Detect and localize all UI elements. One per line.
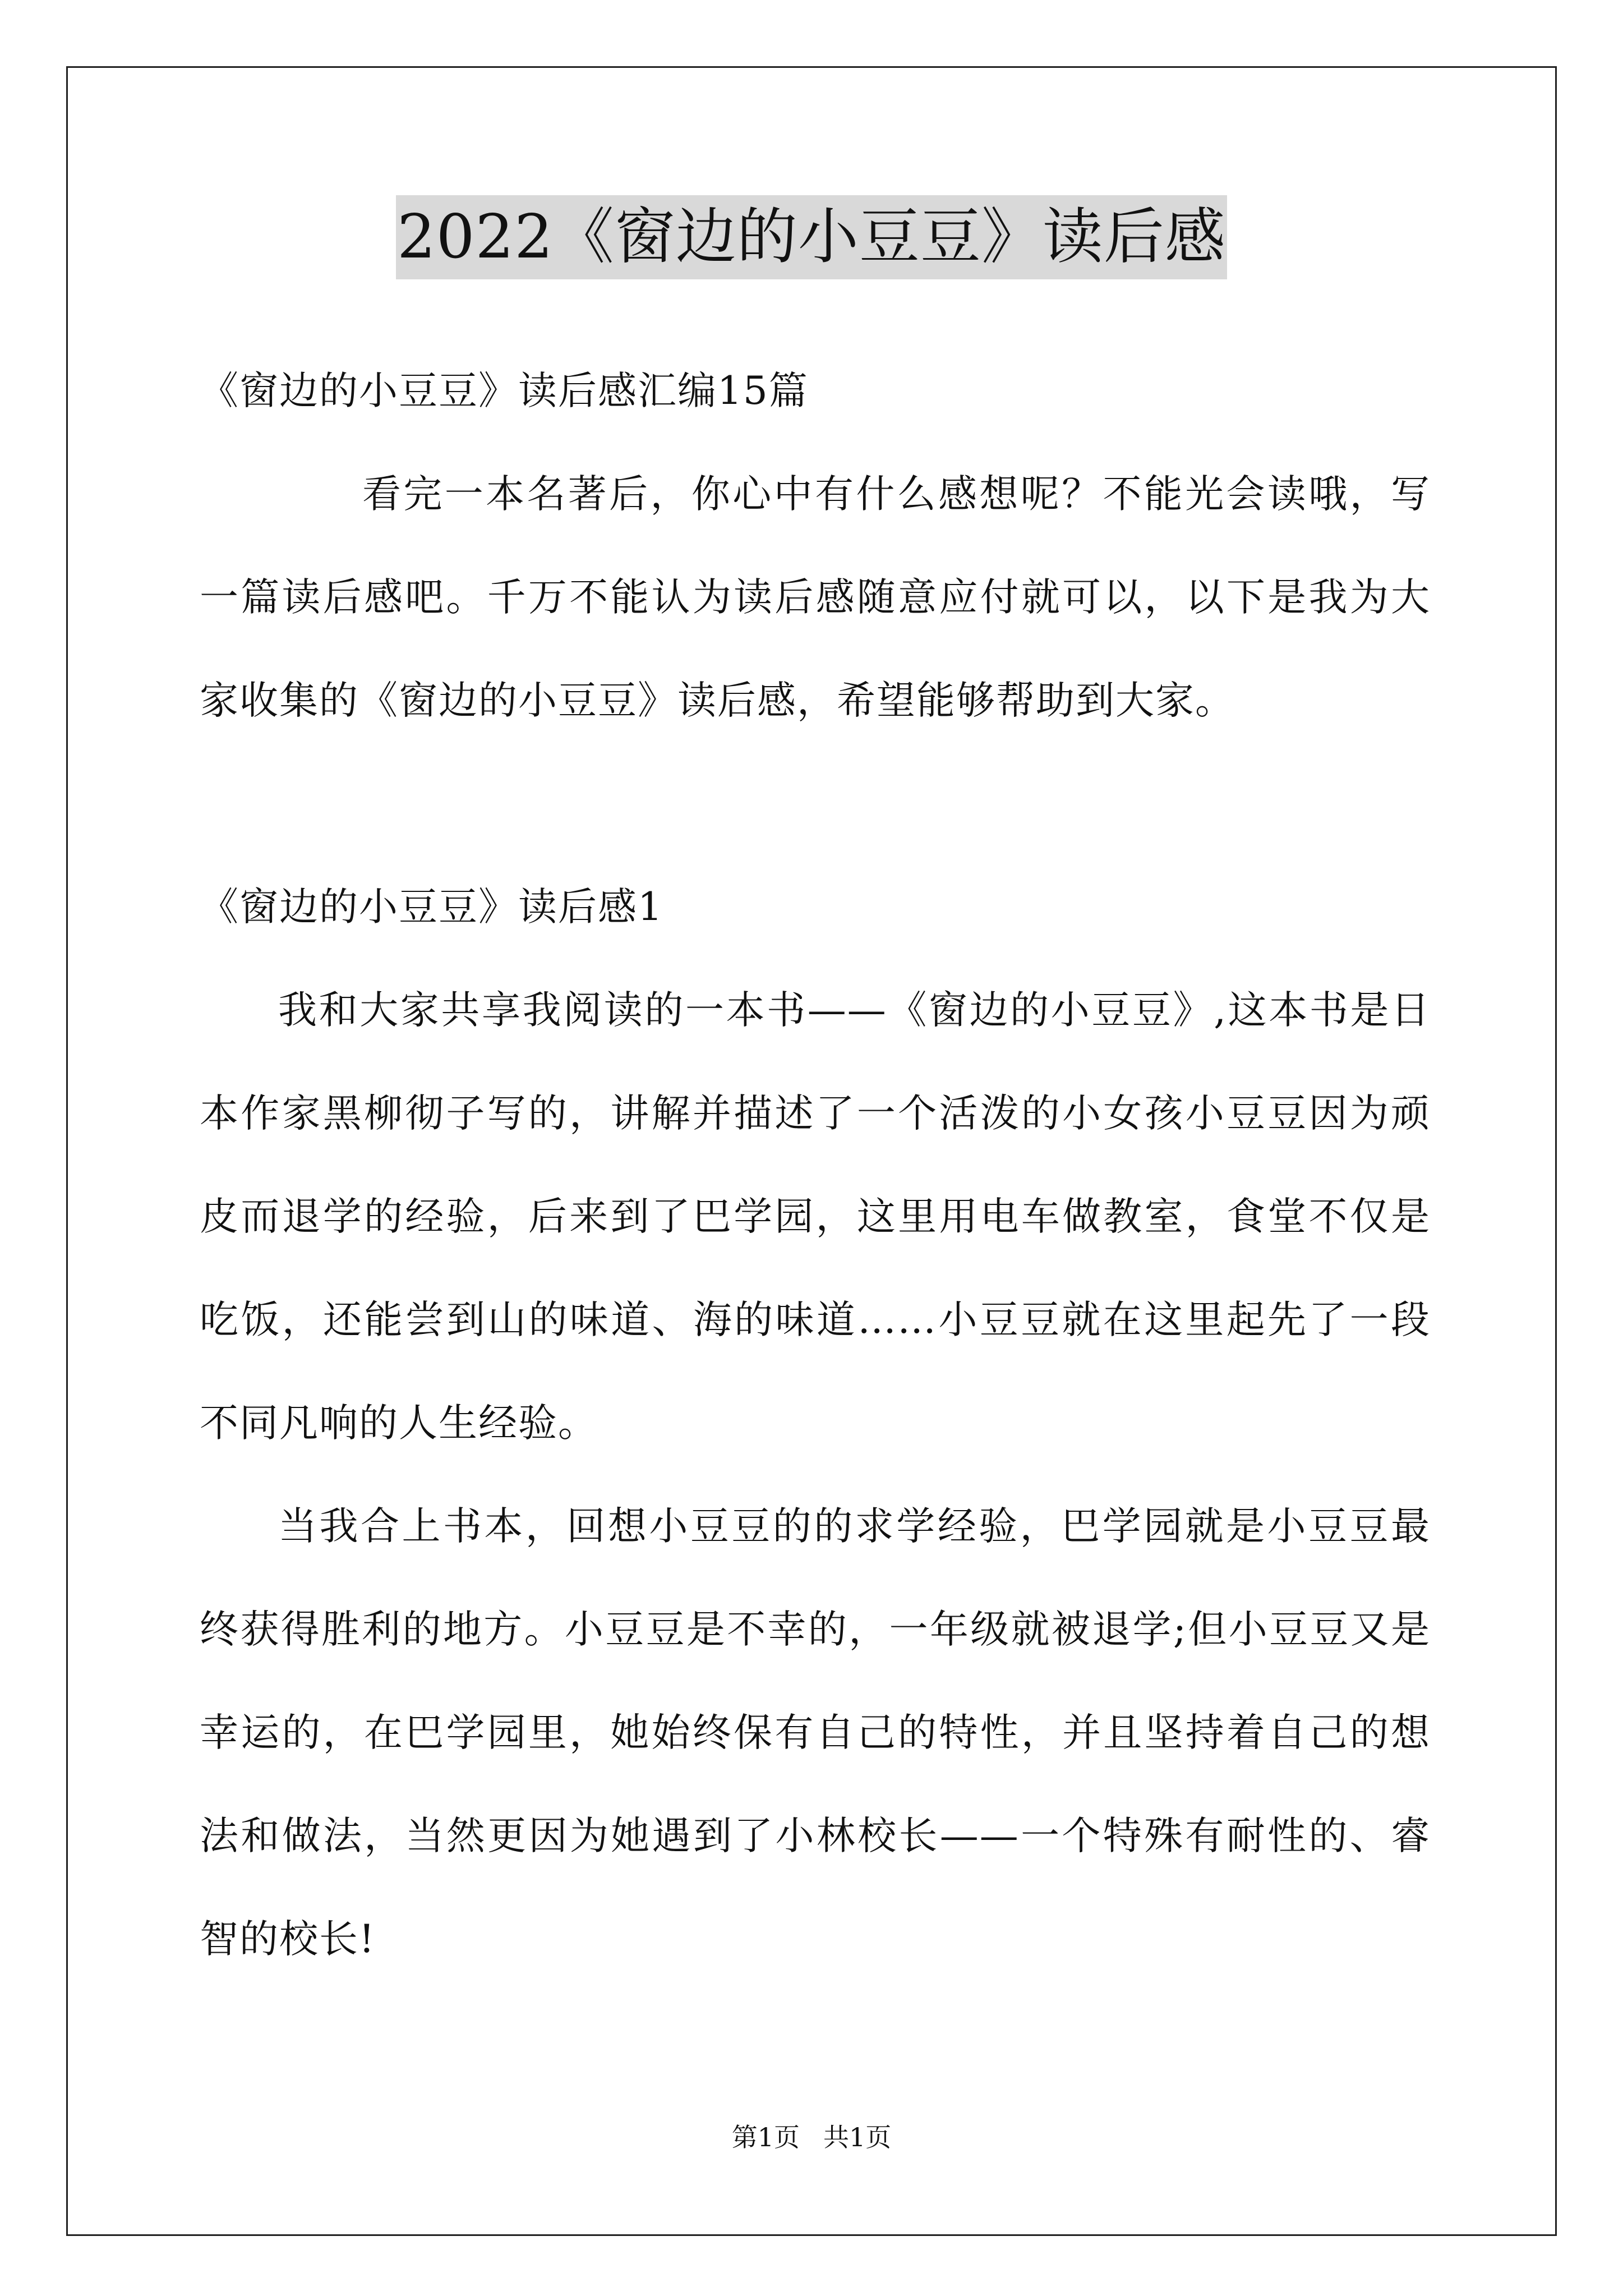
document-subtitle: 《窗边的小豆豆》读后感汇编15篇 [200,369,809,413]
section-spacer [200,752,1431,855]
document-body [200,339,1431,1991]
page-total: 共1页 [823,2122,892,2152]
page-number: 第1页 [731,2122,800,2152]
body-paragraph: 我和大家共享我阅读的一本书——《窗边的小豆豆》,这本书是日本作家黑柳彻子写的，讲解并描述了一个活泼的小女孩小豆豆因为顽皮而退学的经验，后来到了巴学园，这里用电车做教室，食堂不仅是吃饭，还能尝到山的味道、海的味道……小豆豆就在这里起先了一段不同凡响的人生经验。 [200,988,1431,1446]
section-heading: 《窗边的小豆豆》读后感1 [200,885,663,930]
intro-paragraph: 看完一本名著后，你心中有什么感想呢？不能光会读哦，写一篇读后感吧。千万不能认为读后感随意应付就可以，以下是我为大家收集的《窗边的小豆豆》读后感，希望能够帮助到大家。 [200,472,1431,723]
page-footer [0,2120,1623,2154]
document-title: 2022《窗边的小豆豆》读后感 [396,195,1227,279]
body-paragraph: 当我合上书本，回想小豆豆的的求学经验，巴学园就是小豆豆最终获得胜利的地方。小豆豆是不幸的，一年级就被退学;但小豆豆又是幸运的，在巴学园里，她始终保有自己的特性，并且坚持着自己的想法和做法，当然更因为她遇到了小林校长——一个特殊有耐性的、睿智的校长! [200,1504,1431,1962]
title-container [0,195,1623,279]
